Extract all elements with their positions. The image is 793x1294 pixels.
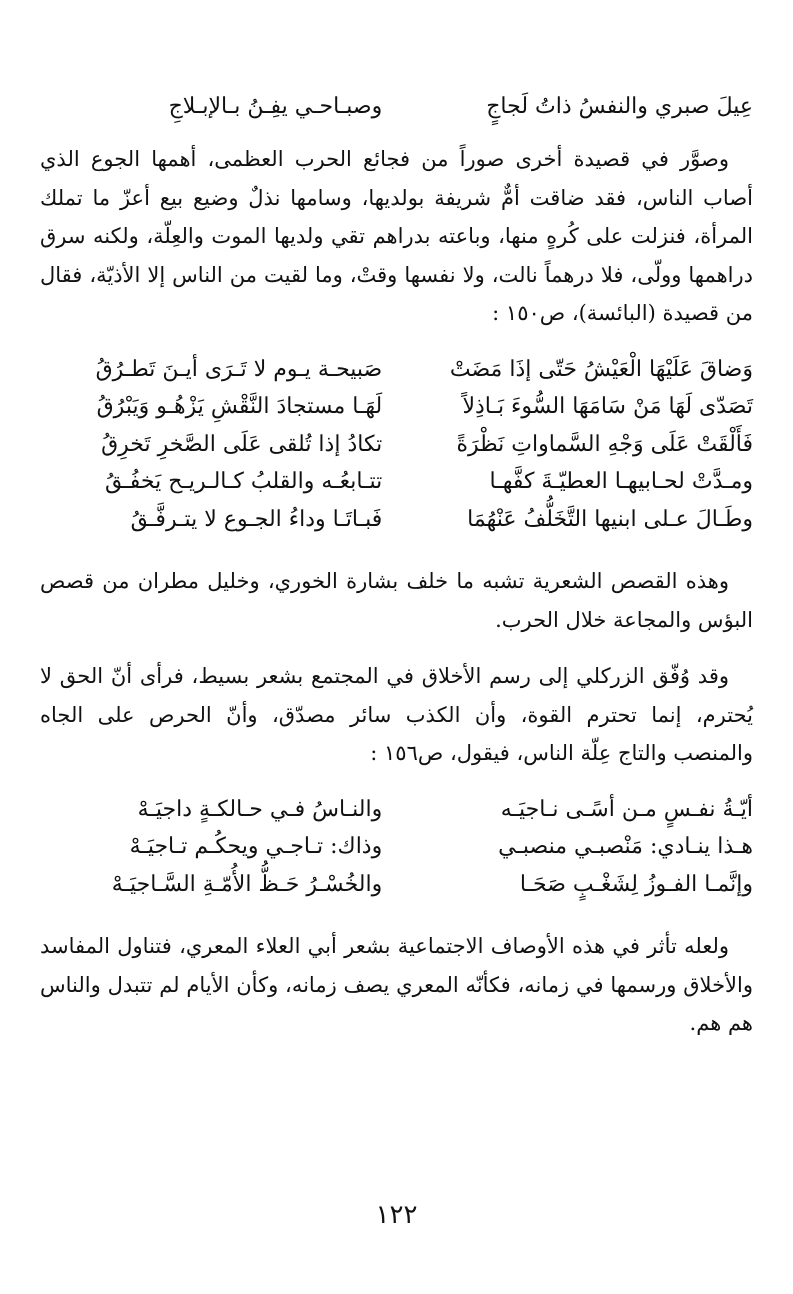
- verse-first-hemistich: أيّـةُ نفـسٍ مـن أسًـى نـاجيَـه: [500, 796, 753, 822]
- page-number: ١٢٢: [375, 1200, 418, 1230]
- verse-second-hemistich: وذاك: تـاجـي ويحكُـم تـاجيَـهْ: [129, 834, 383, 859]
- verse-first-hemistich: وَضاقَ عَلَيْهَا الْعَيْشُ حَتّى إذَا مَضَتْ: [449, 356, 753, 382]
- poem-verse: [40, 791, 753, 829]
- verse-second-hemistich: والنـاسُ فـي حـالكـةٍ داجيَـهْ: [137, 796, 383, 822]
- opening-verse: [40, 88, 753, 126]
- poem-verse: [40, 501, 753, 539]
- verse-first-hemistich: عِيلَ صبري والنفسُ ذاتُ لَجاجٍ: [486, 94, 753, 119]
- verse-first-hemistich: فَأَلْقَتْ عَلَى وَجْهِ السَّماواتِ نَظْرَةً: [456, 431, 753, 457]
- poem-verse: [40, 388, 753, 426]
- verse-second-hemistich: صَبيحـة يـوم لا تَـرَى أيـنَ تَطـرُقُ: [95, 356, 383, 382]
- verse-second-hemistich: وصبـاحـي يفِـنُ بـالإبـلاجِ: [168, 94, 383, 119]
- verse-first-hemistich: هـذا ينـادي: مَنْصبـي منصبـي: [498, 834, 753, 859]
- verse-second-hemistich: والخُسْـرُ حَـظُّ الأُمّـةِ السَّـاجيَـهْ: [111, 871, 383, 897]
- paragraph-maarri-influence: ولعله تأثر في هذه الأوصاف الاجتماعية بشعر أبي العلاء المعري، فتناول المفاسد والأخلاق ورسمها في زمانه، فكأنّه المعري يصف زمانه، وكأن الأيام لم تتبدل والناس هم هم.: [40, 934, 753, 1035]
- verse-first-hemistich: تَصَدّى لَهَا مَنْ سَامَهَا السُّوءَ بَـاذِلاً: [462, 394, 753, 419]
- poem-al-baisa: [40, 351, 753, 539]
- verse-second-hemistich: فَبـاتَـا وداءُ الجـوع لا يتـرفَّـقُ: [130, 506, 383, 532]
- poem-verse: [40, 463, 753, 501]
- verse-first-hemistich: ومـدَّتْ لحـابيهـا العطيّـةَ كفَّهـا: [489, 469, 753, 494]
- poem-society: [40, 791, 753, 904]
- poem-verse: [40, 426, 753, 464]
- poem-verse: [40, 866, 753, 904]
- paragraph-comparison: وهذه القصص الشعرية تشبه ما خلف بشارة الخوري، وخليل مطران من قصص البؤس والمجاعة خلال الحرب.: [40, 569, 753, 632]
- paragraph-morals: وقد وُفّق الزركلي إلى رسم الأخلاق في المجتمع بشعر بسيط، فرأى أنّ الحق لا يُحترم، إنما تحترم القوة، وأن الكذب سائر مصدّق، وأنّ الحرص على الجاه والمنصب والتاج عِلّة الناس، فيقول، ص١٥٦ :: [40, 664, 753, 765]
- poem-verse: [40, 828, 753, 866]
- book-page: [40, 88, 753, 1043]
- verse-first-hemistich: وطَـالَ عـلى ابنيها التَّخَلُّفُ عَنْهُمَا: [467, 506, 753, 532]
- paragraph-war-famine: وصوَّر في قصيدة أخرى صوراً من فجائع الحرب العظمى، أهمها الجوع الذي أصاب الناس، فقد ضاقت أمٌّ شريفة بولديها، وسامها نذلٌ وضيع بيع أعزّ ما تملك المرأة، فنزلت على كُرهٍ منها، وباعته بدراهم تقي ولديها الموت والعِلّة، ولكنه سرق دراهمها وولّى، فلا درهماً نالت، ولا نفسها وقتْ، وما لقيت من الناس إلا الأذيّة، فقال من قصيدة (البائسة)، ص١٥٠ :: [40, 147, 753, 325]
- poem-verse: [40, 351, 753, 389]
- verse-second-hemistich: تتـابعُـه والقلبُ كـالـريـح يَخفُـقُ: [104, 469, 383, 494]
- verse-second-hemistich: تكادُ إذا تُلقى عَلَى الصَّخرِ تَخرِقُ: [101, 431, 383, 457]
- verse-second-hemistich: لَهَـا مستجادَ النَّقْشِ يَزْهُـو وَيَبْرُقُ: [96, 394, 383, 419]
- verse-first-hemistich: وإنَّمـا الفـوزُ لِشَغْـبٍ صَحَـا: [519, 871, 753, 897]
